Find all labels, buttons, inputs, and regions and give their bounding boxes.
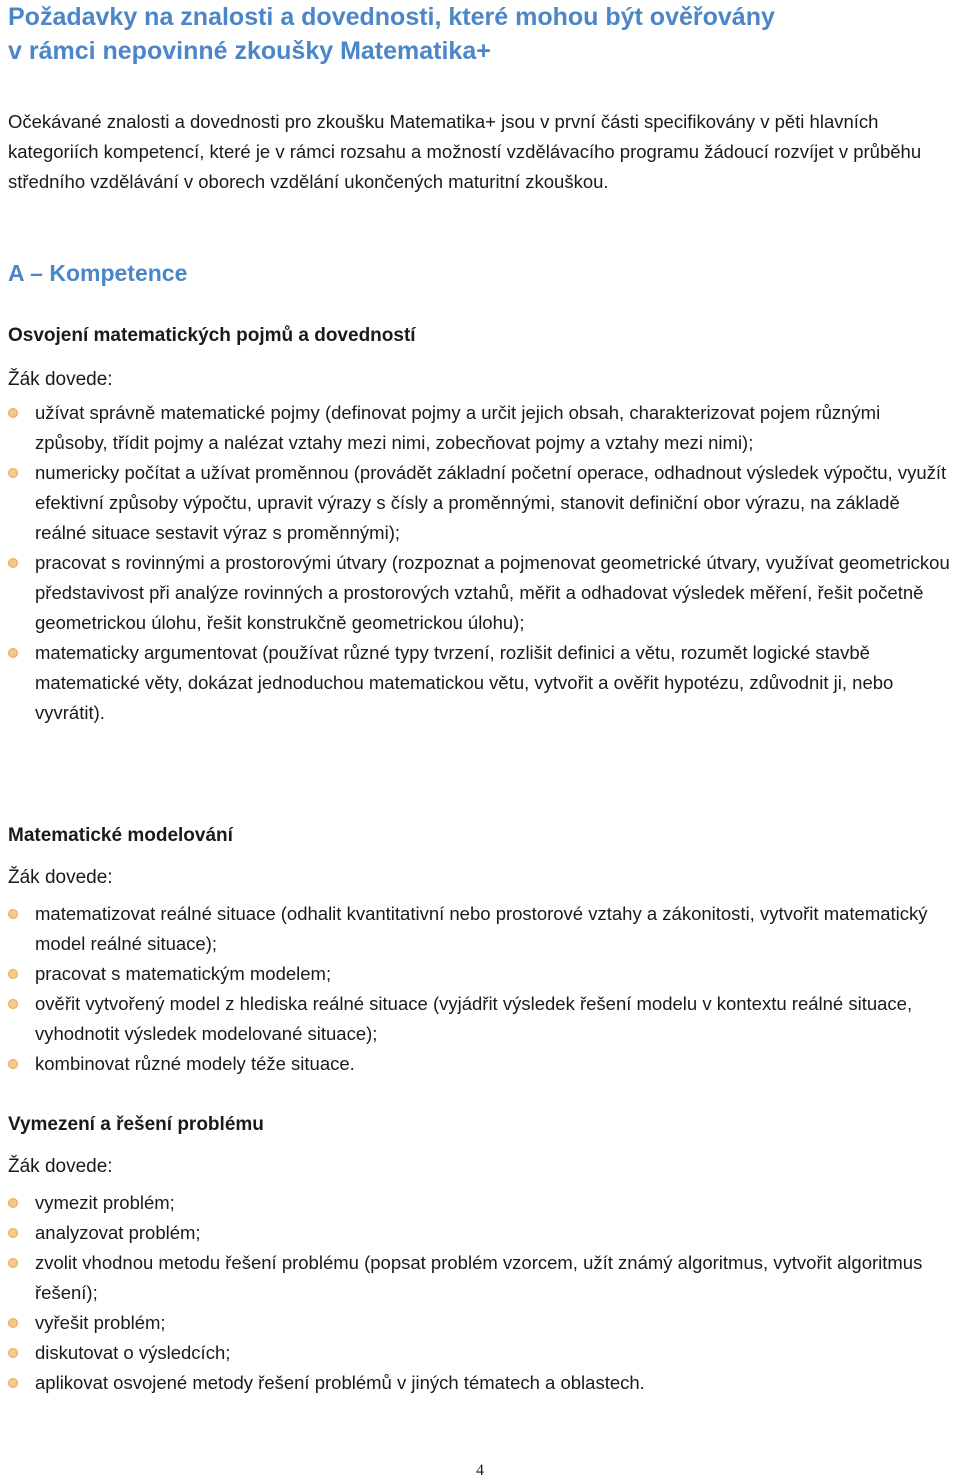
list-item-text: analyzovat problém; [35,1222,201,1243]
section-heading-a: A – Kompetence [8,260,188,286]
list-item [0,398,955,458]
bullet-icon [8,1318,18,1328]
list-item-text: užívat správně matematické pojmy (definovat pojmy a určit jejich obsah, charakterizovat pojem různými způsoby, třídit pojmy a nalézat vztahy mezi nimi, zobecňovat pojmy a vztahy mezi nimi); [35,402,881,453]
bullet-icon [8,1258,18,1268]
bullet-icon [8,1378,18,1388]
list-item [0,1188,955,1218]
subsection-heading: Osvojení matematických pojmů a dovedností [8,325,416,346]
list-item [0,1368,955,1398]
bullet-icon [8,468,18,478]
list-item-text: zvolit vhodnou metodu řešení problému (popsat problém vzorcem, užít známý algoritmus, vytvořit algoritmus řešení); [35,1252,923,1303]
list-item [0,959,955,989]
list-item [0,1308,955,1338]
subsection-heading: Vymezení a řešení problému [8,1114,264,1135]
bullet-icon [8,1059,18,1069]
list-item [0,458,955,548]
bullet-icon [8,648,18,658]
title-line-1: Požadavky na znalosti a dovednosti, které mohou být ověřovány [8,3,775,31]
list-item [0,1049,955,1079]
intro-paragraph: Očekávané znalosti a dovednosti pro zkoušku Matematika+ jsou v první části specifikovány v pěti hlavních kategoriích kompetencí, které je v rámci rozsahu a možností vzdělávacího programu žádoucí rozvíjet v průběhu středního vzdělávání v oborech vzdělání ukončených maturitní zkouškou. [8,111,922,192]
list-item [0,1248,955,1308]
subsection-lead: Žák dovede: [8,1156,113,1177]
bullet-icon [8,1228,18,1238]
list-item-text: diskutovat o výsledcích; [35,1342,231,1363]
list-item-text: kombinovat různé modely téže situace. [35,1053,355,1074]
title-line-2: v rámci nepovinné zkoušky Matematika+ [8,37,491,65]
bullet-list [0,899,955,1079]
list-item-text: pracovat s rovinnými a prostorovými útvary (rozpoznat a pojmenovat geometrické útvary, využívat geometrickou představivost při analýze rovinných a prostorových vztahů, měřit a odhadovat výsledek měření, řešit početně geometrickou úlohu, řešit konstrukčně geometrickou úlohu); [35,552,950,633]
bullet-list [0,398,955,728]
list-item-text: aplikovat osvojené metody řešení problémů v jiných tématech a oblastech. [35,1372,645,1393]
list-item [0,638,955,728]
list-item-text: matematizovat reálné situace (odhalit kvantitativní nebo prostorové vztahy a zákonitosti, vytvořit matematický model reálné situace); [35,903,928,954]
list-item-text: numericky počítat a užívat proměnnou (provádět základní početní operace, odhadnout výsledek výpočtu, využít efektivní způsoby výpočtu, upravit výrazy s čísly a proměnnými, stanovit definiční obor výrazu, na základě reálné situace sestavit výraz s proměnnými); [35,462,947,543]
list-item-text: pracovat s matematickým modelem; [35,963,332,984]
subsection-lead: Žák dovede: [8,369,113,390]
subsection-heading: Matematické modelování [8,825,233,846]
list-item-text: ověřit vytvořený model z hlediska reálné situace (vyjádřit výsledek řešení modelu v kontextu reálné situace, vyhodnotit výsledek modelované situace); [35,993,913,1044]
bullet-icon [8,909,18,919]
list-item [0,548,955,638]
subsection-lead: Žák dovede: [8,867,113,888]
bullet-icon [8,1348,18,1358]
list-item [0,989,955,1049]
list-item-text: vymezit problém; [35,1192,175,1213]
bullet-list [0,1188,955,1398]
list-item [0,899,955,959]
bullet-icon [8,999,18,1009]
list-item [0,1338,955,1368]
bullet-icon [8,558,18,568]
page-title [8,0,948,68]
list-item [0,1218,955,1248]
list-item-text: vyřešit problém; [35,1312,166,1333]
bullet-icon [8,1198,18,1208]
bullet-icon [8,969,18,979]
list-item-text: matematicky argumentovat (používat různé typy tvrzení, rozlišit definici a větu, rozumět logické stavbě matematické věty, dokázat jednoduchou matematickou větu, vytvořit a ověřit hypotézu, zdůvodnit ji, nebo vyvrátit). [35,642,894,723]
bullet-icon [8,408,18,418]
page-number: 4 [476,1462,484,1479]
